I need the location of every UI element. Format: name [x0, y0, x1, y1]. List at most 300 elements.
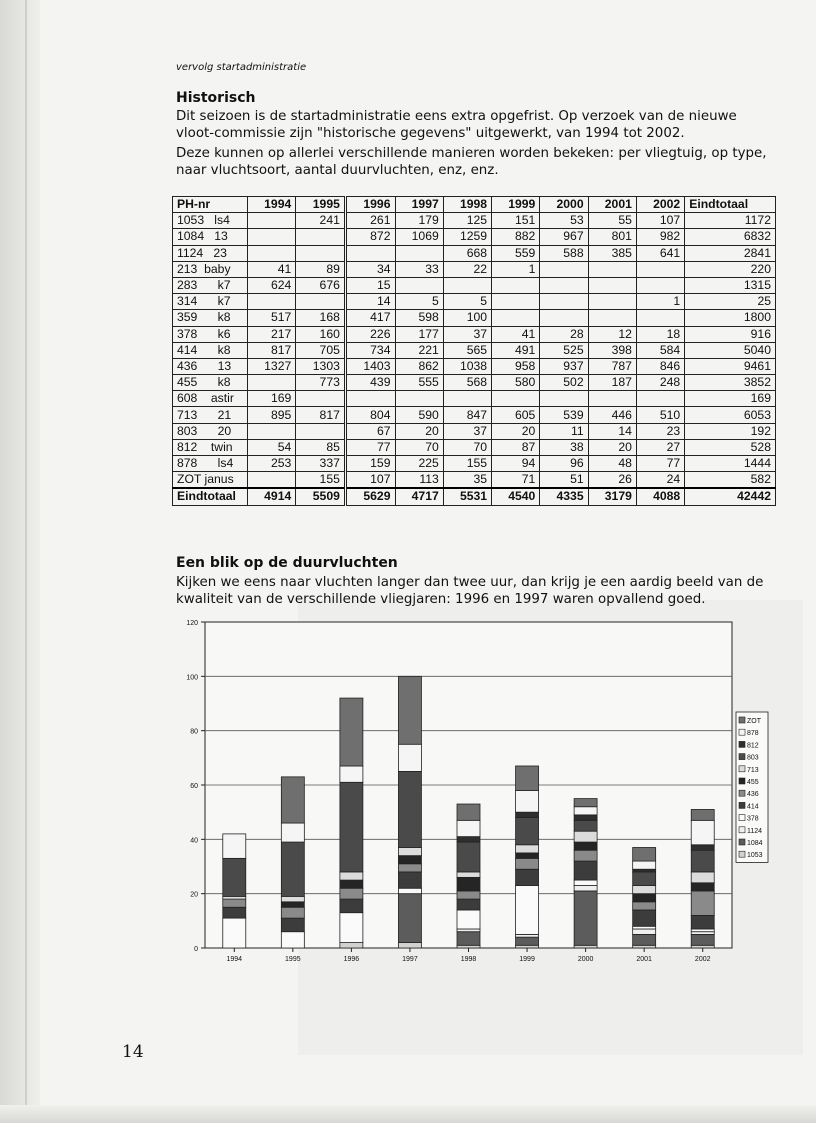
value-cell: 113 — [395, 472, 443, 489]
bar-segment-803-1994 — [223, 858, 246, 896]
table-row — [173, 456, 776, 472]
bar-segment-878-1996 — [340, 766, 363, 782]
value-cell: 54 — [248, 439, 296, 455]
value-cell: 14 — [345, 294, 395, 310]
bar-segment-378-2000 — [574, 880, 597, 885]
bar-segment-414-1999 — [516, 869, 539, 885]
bar-segment-878-1999 — [516, 790, 539, 812]
value-cell: 20 — [395, 423, 443, 439]
value-cell: 168 — [296, 310, 346, 326]
value-cell: 67 — [345, 423, 395, 439]
value-cell: 48 — [588, 456, 636, 472]
bar-segment-378-1994 — [223, 918, 246, 948]
value-cell — [636, 277, 684, 293]
table-row — [173, 213, 776, 229]
bar-segment-ZOT-1998 — [457, 804, 480, 820]
value-cell: 590 — [395, 407, 443, 423]
paragraph-views: Deze kunnen op allerlei verschillende manieren worden bekeken: per vliegtuig, op type, naar vluchtsoort, aantal duurvluchten, enz, enz. — [176, 146, 767, 178]
table-row — [173, 342, 776, 358]
value-cell: 5629 — [345, 488, 395, 505]
value-cell: 565 — [443, 342, 491, 358]
value-cell: 179 — [395, 213, 443, 229]
value-cell: 41 — [492, 326, 540, 342]
bar-segment-1124-1999 — [516, 934, 539, 937]
bar-segment-378-1998 — [457, 910, 480, 929]
legend-swatch-378 — [739, 815, 745, 821]
bar-segment-713-1995 — [281, 896, 304, 901]
bar-segment-878-1997 — [398, 744, 421, 771]
table-row — [173, 439, 776, 455]
value-cell: 417 — [345, 310, 395, 326]
bar-segment-378-2001 — [633, 926, 656, 929]
value-cell: 734 — [345, 342, 395, 358]
bar-segment-812-2002 — [691, 845, 714, 850]
value-cell — [492, 277, 540, 293]
value-cell: 1259 — [443, 229, 491, 245]
value-cell: 177 — [395, 326, 443, 342]
ph-cell: 812 twin — [173, 439, 248, 455]
header-1999: 1999 — [492, 197, 540, 213]
bar-segment-713-2000 — [574, 831, 597, 842]
bar-segment-812-2000 — [574, 815, 597, 820]
ph-cell: 1053 ls4 — [173, 213, 248, 229]
value-cell: 517 — [248, 310, 296, 326]
legend-swatch-455 — [739, 778, 745, 784]
bar-segment-414-1994 — [223, 907, 246, 918]
value-cell — [540, 310, 588, 326]
bar-segment-713-1999 — [516, 845, 539, 853]
table-row — [173, 407, 776, 423]
value-cell: 5 — [443, 294, 491, 310]
bar-segment-1084-2001 — [633, 934, 656, 945]
value-cell — [395, 391, 443, 407]
value-cell — [492, 294, 540, 310]
paragraph-duurvluchten: Kijken we eens naar vluchten langer dan twee uur, dan krijg je een aardig beeld van de kwaliteit van de verschillende vliegjaren: 1996 en 1997 waren opvallend goed. — [176, 575, 764, 607]
page-stack-edge — [0, 0, 40, 1123]
bar-segment-378-1999 — [516, 886, 539, 935]
value-cell: 4540 — [492, 488, 540, 505]
value-cell: 25 — [685, 294, 776, 310]
value-cell: 15 — [345, 277, 395, 293]
value-cell: 937 — [540, 358, 588, 374]
bar-segment-378-1997 — [398, 888, 421, 893]
bar-segment-878-1994 — [223, 834, 246, 858]
ph-cell: 213 baby — [173, 261, 248, 277]
ph-cell: 1124 23 — [173, 245, 248, 261]
y-tick-label: 40 — [190, 837, 198, 845]
value-cell — [395, 245, 443, 261]
bar-segment-378-1995 — [281, 932, 304, 948]
value-cell: 187 — [588, 375, 636, 391]
bar-segment-1124-2000 — [574, 886, 597, 891]
bar-segment-455-1998 — [457, 877, 480, 891]
bar-segment-803-1998 — [457, 842, 480, 872]
bar-segment-ZOT-1996 — [340, 698, 363, 766]
bar-segment-713-1994 — [223, 896, 246, 899]
table-header-row — [173, 197, 776, 213]
table-row — [173, 391, 776, 407]
value-cell: 502 — [540, 375, 588, 391]
flights-table — [172, 196, 776, 506]
y-tick-label: 100 — [186, 674, 198, 682]
value-cell: 4914 — [248, 488, 296, 505]
bar-segment-414-1997 — [398, 872, 421, 888]
value-cell: 641 — [636, 245, 684, 261]
x-tick-label: 1998 — [460, 956, 477, 963]
bar-segment-1053-1998 — [457, 945, 480, 948]
value-cell — [345, 245, 395, 261]
running-head: vervolg startadministratie — [176, 62, 307, 73]
bar-segment-378-1996 — [340, 913, 363, 943]
value-cell: 26 — [588, 472, 636, 489]
bar-segment-1053-2002 — [691, 945, 714, 948]
x-tick-label: 1995 — [285, 956, 301, 963]
value-cell — [248, 245, 296, 261]
value-cell: 77 — [636, 456, 684, 472]
bar-segment-812-1999 — [516, 812, 539, 817]
bar-segment-803-1999 — [516, 818, 539, 845]
value-cell — [345, 391, 395, 407]
bar-segment-414-2002 — [691, 915, 714, 929]
bar-segment-436-1994 — [223, 899, 246, 907]
value-cell: 27 — [636, 439, 684, 455]
value-cell: 2841 — [685, 245, 776, 261]
bar-segment-378-2002 — [691, 929, 714, 932]
legend-label-455: 455 — [747, 779, 759, 786]
value-cell: 598 — [395, 310, 443, 326]
value-cell: 1403 — [345, 358, 395, 374]
bar-segment-812-1998 — [457, 837, 480, 842]
value-cell: 1444 — [685, 456, 776, 472]
bar-segment-1084-1997 — [398, 894, 421, 943]
bar-segment-ZOT-1997 — [398, 676, 421, 744]
paragraph-intro: Dit seizoen is de startadministratie eens extra opgefrist. Op verzoek van de nieuwe vloot-commissie zijn "historische gegevens" uitgewerkt, van 1994 tot 2002. — [176, 109, 737, 141]
value-cell: 525 — [540, 342, 588, 358]
value-cell — [248, 423, 296, 439]
bar-segment-ZOT-2000 — [574, 799, 597, 807]
value-cell: 4088 — [636, 488, 684, 505]
value-cell: 241 — [296, 213, 346, 229]
bar-segment-1084-1998 — [457, 932, 480, 946]
value-cell: 34 — [345, 261, 395, 277]
legend-swatch-ZOT — [739, 717, 745, 723]
value-cell: 5531 — [443, 488, 491, 505]
bar-segment-1053-2000 — [574, 945, 597, 948]
value-cell: 169 — [248, 391, 296, 407]
value-cell: 28 — [540, 326, 588, 342]
x-tick-label: 2001 — [636, 956, 652, 963]
header-1997: 1997 — [395, 197, 443, 213]
value-cell: 3179 — [588, 488, 636, 505]
value-cell: 169 — [685, 391, 776, 407]
value-cell: 107 — [636, 213, 684, 229]
bar-segment-1053-1999 — [516, 945, 539, 948]
y-tick-label: 80 — [190, 728, 198, 736]
value-cell: 125 — [443, 213, 491, 229]
bar-segment-ZOT-1995 — [281, 777, 304, 823]
value-cell: 568 — [443, 375, 491, 391]
value-cell: 5509 — [296, 488, 346, 505]
value-cell: 817 — [296, 407, 346, 423]
value-cell: 85 — [296, 439, 346, 455]
value-cell: 38 — [540, 439, 588, 455]
bar-segment-878-1995 — [281, 823, 304, 842]
legend-label-378: 378 — [747, 815, 759, 823]
x-tick-label: 2000 — [577, 956, 594, 963]
value-cell: 1172 — [685, 213, 776, 229]
bar-segment-ZOT-1999 — [516, 766, 539, 790]
bar-segment-713-1997 — [398, 847, 421, 855]
legend-swatch-713 — [739, 766, 745, 772]
value-cell: 96 — [540, 456, 588, 472]
value-cell: 94 — [492, 456, 540, 472]
ph-cell: 455 k8 — [173, 375, 248, 391]
value-cell — [588, 391, 636, 407]
bar-segment-ZOT-2001 — [633, 847, 656, 861]
legend-swatch-1084 — [739, 839, 745, 845]
bar-segment-436-1995 — [281, 907, 304, 918]
bar-segment-455-2001 — [633, 894, 656, 902]
value-cell — [296, 391, 346, 407]
value-cell — [588, 310, 636, 326]
value-cell — [248, 213, 296, 229]
table-row — [173, 472, 776, 489]
value-cell: 11 — [540, 423, 588, 439]
value-cell: 5040 — [685, 342, 776, 358]
ph-cell: 359 k8 — [173, 310, 248, 326]
x-tick-label: 2002 — [694, 956, 711, 963]
value-cell: 55 — [588, 213, 636, 229]
value-cell: 70 — [395, 439, 443, 455]
value-cell: 89 — [296, 261, 346, 277]
bar-segment-ZOT-2002 — [691, 809, 714, 820]
value-cell: 226 — [345, 326, 395, 342]
y-tick-label: 120 — [186, 620, 198, 627]
value-cell: 87 — [492, 439, 540, 455]
value-cell — [540, 277, 588, 293]
bar-segment-436-1998 — [457, 891, 480, 899]
value-cell: 248 — [636, 375, 684, 391]
bar-segment-436-2001 — [633, 902, 656, 910]
value-cell — [248, 472, 296, 489]
value-cell: 439 — [345, 375, 395, 391]
bar-segment-455-1997 — [398, 856, 421, 864]
value-cell: 1 — [636, 294, 684, 310]
bar-segment-803-1996 — [340, 782, 363, 872]
value-cell: 668 — [443, 245, 491, 261]
ph-cell: 283 k7 — [173, 277, 248, 293]
table-row — [173, 423, 776, 439]
value-cell: 107 — [345, 472, 395, 489]
value-cell: 787 — [588, 358, 636, 374]
value-cell — [296, 245, 346, 261]
legend-label-ZOT: ZOT — [747, 718, 761, 725]
value-cell: 160 — [296, 326, 346, 342]
value-cell — [636, 310, 684, 326]
bar-segment-414-2001 — [633, 910, 656, 926]
bar-segment-1053-1996 — [340, 943, 363, 948]
header-2001: 2001 — [588, 197, 636, 213]
bar-segment-436-1997 — [398, 864, 421, 872]
value-cell — [395, 277, 443, 293]
value-cell: 705 — [296, 342, 346, 358]
legend-swatch-878 — [739, 729, 745, 735]
value-cell: 1303 — [296, 358, 346, 374]
table-row — [173, 375, 776, 391]
value-cell: 605 — [492, 407, 540, 423]
value-cell: 862 — [395, 358, 443, 374]
value-cell: 624 — [248, 277, 296, 293]
page-bottom-edge — [0, 1105, 816, 1123]
bar-segment-878-2001 — [633, 861, 656, 869]
value-cell: 37 — [443, 326, 491, 342]
value-cell: 916 — [685, 326, 776, 342]
legend-swatch-414 — [739, 802, 745, 808]
value-cell: 958 — [492, 358, 540, 374]
value-cell: 1069 — [395, 229, 443, 245]
x-tick-label: 1996 — [343, 956, 360, 963]
table-row — [173, 310, 776, 326]
ph-cell: 608 astir — [173, 391, 248, 407]
value-cell: 1 — [492, 261, 540, 277]
section-heading-historisch: Historisch — [176, 90, 256, 106]
value-cell: 1315 — [685, 277, 776, 293]
value-cell — [248, 375, 296, 391]
bar-segment-713-2002 — [691, 872, 714, 883]
value-cell — [296, 229, 346, 245]
value-cell: 155 — [443, 456, 491, 472]
legend-label-1053: 1053 — [747, 852, 763, 860]
bar-segment-436-1999 — [516, 858, 539, 869]
value-cell — [636, 261, 684, 277]
bar-segment-455-2000 — [574, 842, 597, 850]
bar-segment-1124-2002 — [691, 932, 714, 935]
value-cell — [540, 261, 588, 277]
duurvluchten-chart — [170, 612, 780, 972]
header-1995: 1995 — [296, 197, 346, 213]
value-cell — [492, 310, 540, 326]
ph-cell: 1084 13 — [173, 229, 248, 245]
bar-segment-803-2002 — [691, 850, 714, 872]
bar-segment-455-1999 — [516, 853, 539, 858]
value-cell: 491 — [492, 342, 540, 358]
bar-segment-1053-1997 — [398, 943, 421, 948]
bar-segment-455-2002 — [691, 883, 714, 891]
ph-cell: ZOT janus — [173, 472, 248, 489]
bar-segment-436-2002 — [691, 891, 714, 915]
bar-segment-1124-2001 — [633, 929, 656, 934]
value-cell: 337 — [296, 456, 346, 472]
value-cell: 846 — [636, 358, 684, 374]
value-cell: 20 — [588, 439, 636, 455]
legend-swatch-1053 — [739, 851, 745, 857]
value-cell: 23 — [636, 423, 684, 439]
value-cell: 24 — [636, 472, 684, 489]
ph-cell: 436 13 — [173, 358, 248, 374]
bar-segment-455-1995 — [281, 902, 304, 907]
value-cell: 33 — [395, 261, 443, 277]
x-tick-label: 1997 — [402, 956, 418, 963]
value-cell: 5 — [395, 294, 443, 310]
bar-segment-878-2002 — [691, 820, 714, 844]
value-cell: 71 — [492, 472, 540, 489]
value-cell: 559 — [492, 245, 540, 261]
value-cell: 1800 — [685, 310, 776, 326]
header-1998: 1998 — [443, 197, 491, 213]
value-cell: 4717 — [395, 488, 443, 505]
legend-label-1084: 1084 — [747, 840, 763, 847]
bar-segment-1124-1998 — [457, 929, 480, 932]
bar-segment-414-1995 — [281, 918, 304, 932]
value-cell: 51 — [540, 472, 588, 489]
value-cell — [492, 391, 540, 407]
table-row — [173, 229, 776, 245]
page-number: 14 — [122, 1042, 144, 1062]
section-heading-duurvluchten: Een blik op de duurvluchten — [176, 555, 398, 571]
ph-cell: 803 20 — [173, 423, 248, 439]
legend-label-1124: 1124 — [747, 827, 763, 835]
bar-segment-1084-2000 — [574, 891, 597, 945]
value-cell: 895 — [248, 407, 296, 423]
header-2000: 2000 — [540, 197, 588, 213]
header-1994: 1994 — [248, 197, 296, 213]
value-cell: 14 — [588, 423, 636, 439]
value-cell: 192 — [685, 423, 776, 439]
value-cell — [248, 229, 296, 245]
table-row — [173, 326, 776, 342]
legend-label-436: 436 — [747, 791, 759, 799]
total-label: Eindtotaal — [173, 488, 248, 505]
value-cell: 221 — [395, 342, 443, 358]
value-cell — [443, 277, 491, 293]
legend-swatch-812 — [739, 741, 745, 747]
value-cell — [540, 391, 588, 407]
value-cell — [588, 261, 636, 277]
bar-segment-414-2000 — [574, 861, 597, 880]
value-cell — [296, 294, 346, 310]
value-cell: 446 — [588, 407, 636, 423]
value-cell: 20 — [492, 423, 540, 439]
value-cell: 42442 — [685, 488, 776, 505]
value-cell: 804 — [345, 407, 395, 423]
value-cell: 6053 — [685, 407, 776, 423]
bar-segment-812-2001 — [633, 869, 656, 872]
ph-cell: 878 ls4 — [173, 456, 248, 472]
table-row — [173, 358, 776, 374]
legend-label-812: 812 — [747, 742, 759, 750]
value-cell: 584 — [636, 342, 684, 358]
bar-segment-803-2001 — [633, 872, 656, 886]
y-tick-label: 0 — [194, 946, 198, 953]
value-cell: 3852 — [685, 375, 776, 391]
value-cell: 155 — [296, 472, 346, 489]
value-cell — [443, 391, 491, 407]
value-cell: 588 — [540, 245, 588, 261]
value-cell — [588, 277, 636, 293]
value-cell: 100 — [443, 310, 491, 326]
value-cell: 261 — [345, 213, 395, 229]
bar-segment-1053-2001 — [633, 945, 656, 948]
value-cell: 582 — [685, 472, 776, 489]
value-cell: 580 — [492, 375, 540, 391]
legend-label-803: 803 — [747, 754, 759, 762]
ph-cell: 378 k6 — [173, 326, 248, 342]
bar-segment-803-1997 — [398, 771, 421, 847]
table-row — [173, 245, 776, 261]
header-ph-nr: PH-nr — [173, 197, 248, 213]
bar-segment-803-2000 — [574, 820, 597, 831]
value-cell: 9461 — [685, 358, 776, 374]
